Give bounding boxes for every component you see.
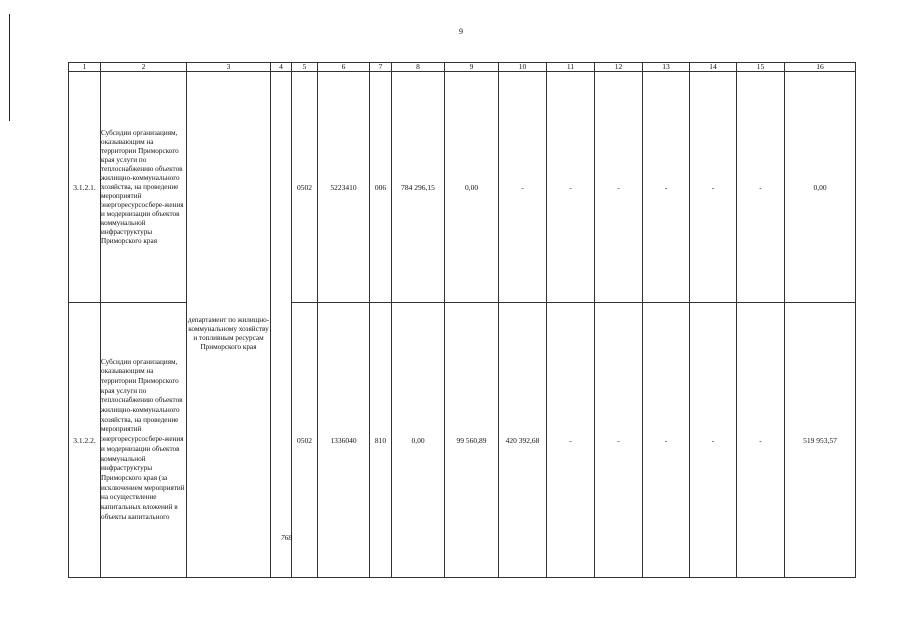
value-col16: 519 953,57 — [785, 303, 856, 578]
row-id: 3.1.2.2. — [69, 303, 101, 578]
value-col13: - — [643, 72, 690, 303]
column-number: 2 — [101, 63, 187, 72]
column-number: 15 — [737, 63, 785, 72]
scan-edge-mark — [9, 14, 10, 121]
column-number: 14 — [690, 63, 737, 72]
col4-cell — [271, 72, 292, 578]
column-number: 12 — [595, 63, 643, 72]
value-col11: - — [547, 72, 595, 303]
expense-type-code: 810 — [370, 303, 392, 578]
row-name: Субсидии организациям, оказывающим на территории Приморского края услуги по теплоснабжению объектов жилищно-коммунального хозяйства, на проведение мероприятий энергоресурсосбере-жения и модернизации объектов коммунальной инфраструктуры Приморского края (за исключением мероприятий на осуществление капитальных вложений в объекты капитального — [101, 303, 187, 578]
expense-type-code: 006 — [370, 72, 392, 303]
value-col8: 0,00 — [392, 303, 445, 578]
column-number: 4 — [271, 63, 292, 72]
value-col11: - — [547, 303, 595, 578]
column-number: 3 — [187, 63, 271, 72]
target-article-code: 5223410 — [318, 72, 370, 303]
column-number-row — [69, 63, 856, 72]
column-number: 1 — [69, 63, 101, 72]
section-code: 0502 — [292, 72, 318, 303]
value-col10: - — [499, 72, 547, 303]
value-col12: - — [595, 303, 643, 578]
value-col15: - — [737, 303, 785, 578]
col4-value: 768 — [280, 533, 293, 542]
row-name: Субсидии организациям, оказывающим на территории Приморского края услуги по теплоснабжению объектов жилищно-коммунального хозяйства, на проведение мероприятий энергоресурсосбере-жения и модернизации объектов коммунальной инфраструктуры Приморского края — [101, 72, 187, 303]
value-col8: 784 296,15 — [392, 72, 445, 303]
table-row — [69, 72, 856, 303]
row-id: 3.1.2.1. — [69, 72, 101, 303]
page-number: 9 — [459, 27, 463, 36]
column-number: 9 — [445, 63, 499, 72]
column-number: 10 — [499, 63, 547, 72]
column-number: 16 — [785, 63, 856, 72]
value-col16: 0,00 — [785, 72, 856, 303]
column-number: 6 — [318, 63, 370, 72]
section-code: 0502 — [292, 303, 318, 578]
value-col15: - — [737, 72, 785, 303]
budget-table — [68, 62, 856, 578]
value-col12: - — [595, 72, 643, 303]
value-col9: 99 560,89 — [445, 303, 499, 578]
column-number: 13 — [643, 63, 690, 72]
column-number: 5 — [292, 63, 318, 72]
value-col14: - — [690, 72, 737, 303]
value-col14: - — [690, 303, 737, 578]
department-name: департамент по жилищно-коммунальному хозяйству и топливным ресурсам Приморского края — [187, 316, 270, 351]
column-number: 8 — [392, 63, 445, 72]
value-col13: - — [643, 303, 690, 578]
value-col10: 420 392,68 — [499, 303, 547, 578]
value-col9: 0,00 — [445, 72, 499, 303]
column-number: 11 — [547, 63, 595, 72]
target-article-code: 1336040 — [318, 303, 370, 578]
column-number: 7 — [370, 63, 392, 72]
department-cell — [187, 72, 271, 578]
